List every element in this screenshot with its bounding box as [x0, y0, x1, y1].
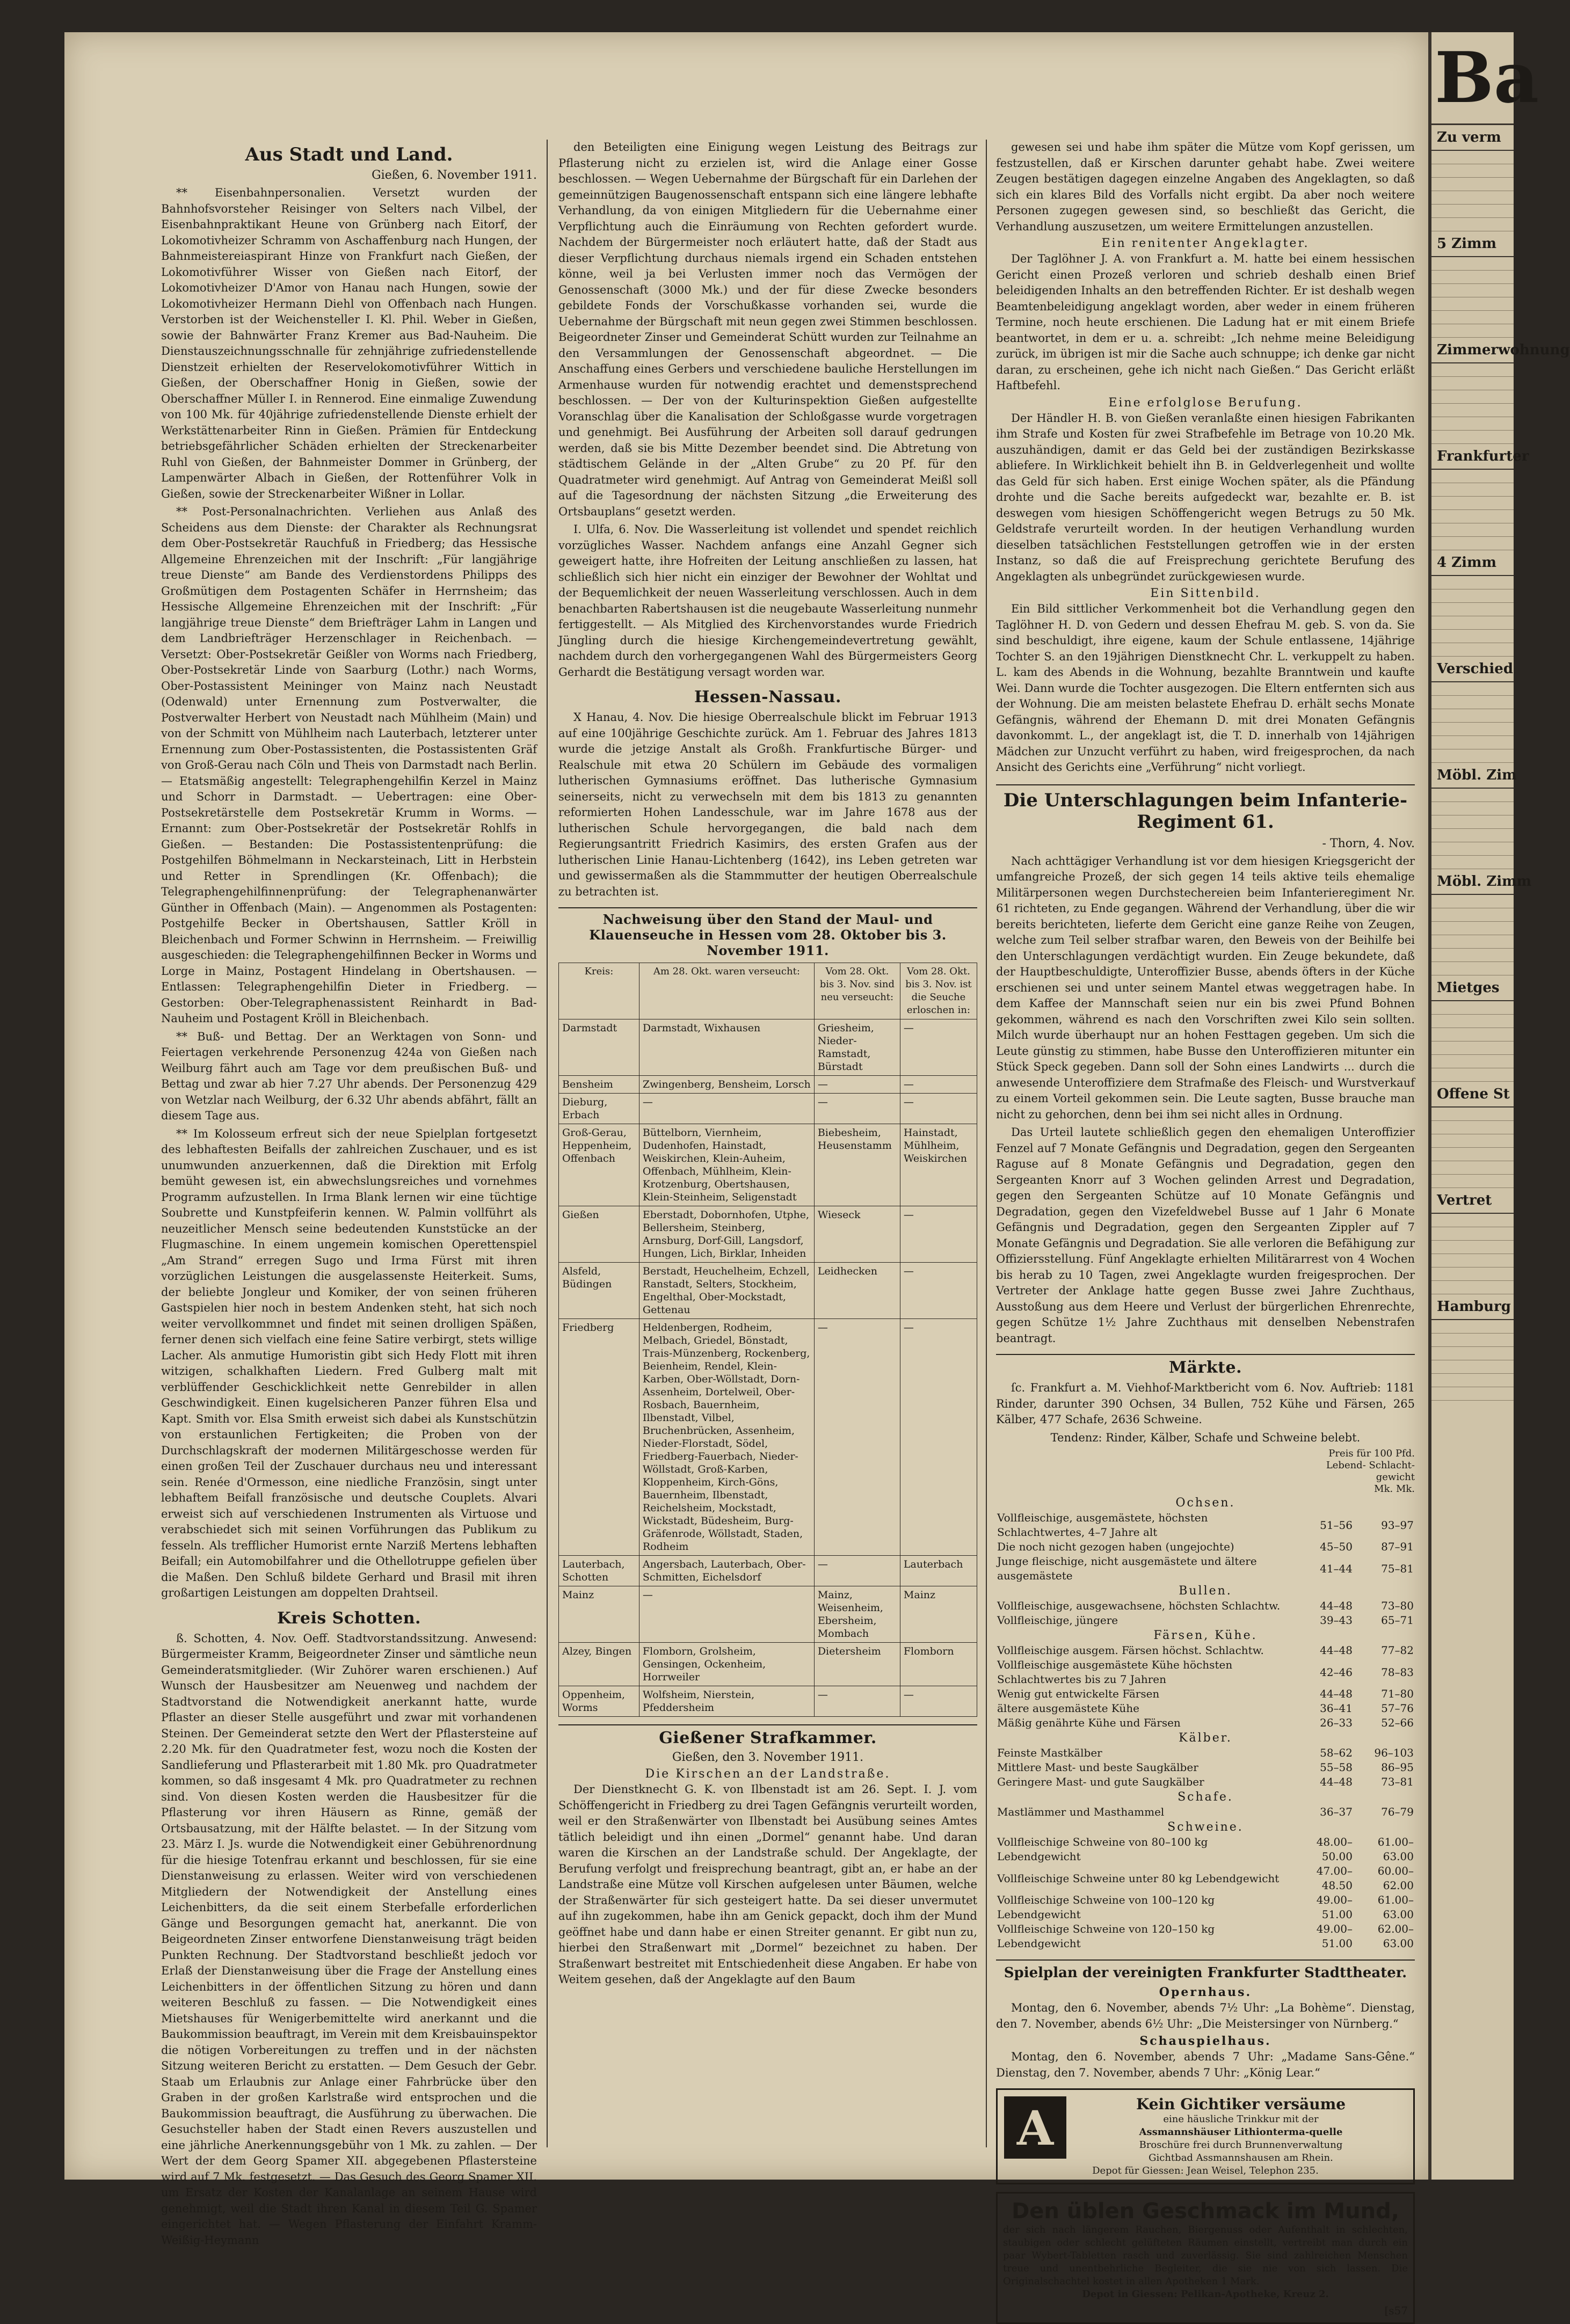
market-price: 48.00–50.00 [1316, 1835, 1353, 1863]
market-price: 61.00–63.00 [1377, 1893, 1414, 1921]
market-price: 61.00–63.00 [1377, 1835, 1414, 1863]
table-cell: Bensheim [559, 1076, 639, 1094]
table-cell: Groß-Gerau, Heppenheim, Offenbach [559, 1124, 639, 1206]
subheading: Eine erfolglose Berufung. [1108, 396, 1303, 410]
strip-ad-line [1431, 922, 1514, 935]
market-item: Geringere Mast- und gute Saugkälber [997, 1775, 1204, 1788]
strip-ad-line [1431, 417, 1514, 431]
strip-ad-line [1431, 510, 1514, 523]
strip-ad-line [1431, 1281, 1514, 1294]
article-paragraph: ** Im Kolosseum erfreut sich der neue Spielplan fortgesetzt des lebhaftesten Beifalls der zahlreichen Zuschauer, und es ist unumwunden anzuerkennen, daß die Direktion mit Erfolg bemüht gewesen ist, ein abwechslungsreiches und vornehmes Programm aufzustellen. In Irma Blank lernen wir eine tüchtige Soubrette und Kunstpfeiferin kennen. W. Palmin vollführt als neuzeitlicher Mensch seine bedeutenden Kunststücke an der Flugmaschine. In einem ungemein komischen Operettenspiel „Am Strand“ erregen Sugo und Irma Fürst mit ihren vorzüglichen Leistungen die ausgelassenste Heiterkeit. Sums, der beliebte Jongleur und Komiker, der von seinen früheren Gastspielen hier noch in bestem Andenken steht, hat sich noch weiter vervollkommnet und findet mit seinen drolligen Späßen, ferner denen sich vielfach eine feine Satire verbirgt, stets willige Lacher. Als anmutige Humoristin gibt sich Hedy Flott mit ihren witzigen, schalkhaften Liedern. Fred Gulberg malt mit verblüffender Geschicklichkeit nette Genrebilder in allen Geschwindigkeit. Einen kugelsicheren Panzer führen Elsa und Kapt. Smith vor. Elsa Smith erweist sich dabei als Kunstschützin von erstaunlichen Fertigkeiten; die Proben von der Durchschlagskraft der modernen Militärgeschosse werden für einen großen Teil der Zuschauer durchaus neu und interessant sein. Renée d'Ormesson, eine niedliche Französin, singt unter lebhaftem Beifall französische und deutsche Couplets. Alvari erweist sich auf verschiedenen Instrumenten als Virtuose und verabschiedet sich mit seinen Vorführungen das Publikum zu fesseln. Als trefflicher Humorist ernte Narziß Mertens lebhaften Beifall; ein Automobilfahrer und die Othellotruppe gefielen über die Maßen. Den Schluß bildete Gerhard und Brasil mit ihren großartigen Leistungen am doppelten Drahtseil. [161, 1127, 537, 1599]
market-price: 78–83 [1381, 1665, 1414, 1679]
strip-ad-line [1431, 630, 1514, 643]
market-price: 73–80 [1381, 1599, 1414, 1612]
market-row [996, 1922, 1415, 1951]
market-row [996, 1760, 1415, 1775]
market-price: 26–33 [1320, 1716, 1353, 1729]
strip-ad-heading: Möbl. Zimm [1431, 869, 1514, 895]
strip-ad-line [1431, 178, 1514, 191]
table-row [559, 1206, 977, 1263]
table-cell: — [900, 1206, 977, 1263]
table-cell: Alzey, Bingen [559, 1643, 639, 1686]
strip-ad-line [1431, 1241, 1514, 1254]
article-paragraph: ** Post-Personalnachrichten. Verliehen aus Anlaß des Scheidens aus dem Dienste: der Charakter als Rechnungsrat dem Ober-Postsekretär Rauchfuß in Friedberg; das Hessische Allgemeine Ehrenzeichen mit der Inschrift: „Für langjährige treue Dienste“ am Bande des Verdienstordens Philipps des Großmütigen dem Postagenten Schäfer in Herrnsheim; das Hessische Allgemeine Ehrenzeichen mit der Inschrift: „Für langjährige treue Dienste“ dem Briefträger Lahm in Langen und dem Landbriefträger Herzenschlager in Reichenbach. — Versetzt: Ober-Postsekretär Geißler von Worms nach Friedberg, Ober-Postsekretär Linde von Saarburg (Lothr.) nach Worms, Ober-Postassistent Meininger von Mainz nach Neustadt (Odenwald) unter Ernennung zum Postverwalter, die Postverwalter Herbert von Neustadt nach Mühlheim (Main) und von der Schmitt von Mühlheim nach Lauterbach, letzterer unter Ernennung zum Ober-Postassistenten, die Postassistenten Gräf von Groß-Gerau nach Cöln und Theis von Darmstadt nach Berlin. — Etatsmäßig angestellt: Telegraphengehilfin Kerzel in Mainz und Schorr in Darmstadt. — Uebertragen: eine Ober-Postsekretärstelle dem Postsekretär Krumm in Worms. — Ernannt: zum Ober-Postsekretär der Postsekretär Rohlfs in Gießen. — Bestanden: Die Postassistentenprüfung: die Postgehilfen Böhmelmann in Neckarsteinach, Litt in Herbstein und Retter in Sprendlingen (Kr. Offenbach); die Telegraphengehilfinnenprüfung: der Telegraphenanwärter Günther in Offenbach (Main). — Angenommen als Postagenten: Postgehilfe Becker in Obertshausen, Sattler Kröll in Bleichenbach und Former Schwinn in Herrnsheim. — Freiwillig ausgeschieden: die Telegraphengehilfinnen Becker in Worms und Lorge in Mainz, Postagent Hindelang in Obertshausen. — Entlassen: Telegraphengehilfin Dieter in Friedberg. — Gestorben: Ober-Telegraphenassistent Reinhardt in Bad-Nauheim und Postagent Kröll in Bleichenbach. [161, 505, 537, 1025]
market-row [996, 1716, 1415, 1730]
strip-ad-line [1431, 1028, 1514, 1041]
market-price: 44–48 [1320, 1775, 1353, 1788]
strip-ad-heading: Vertret [1431, 1188, 1514, 1214]
market-row [996, 1701, 1415, 1716]
table-cell: Flomborn [900, 1643, 977, 1686]
strip-ad-line [1431, 802, 1514, 815]
table-header: Vom 28. Okt. bis 3. Nov. sind neu verseucht: [814, 963, 900, 1019]
table-row [559, 1319, 977, 1556]
market-price: 62.00–63.00 [1377, 1922, 1414, 1950]
market-row [996, 1835, 1415, 1864]
strip-ad-line [1431, 324, 1514, 338]
strip-ad-line [1431, 749, 1514, 763]
strip-ad-line [1431, 523, 1514, 537]
market-price: 44–48 [1320, 1687, 1353, 1700]
market-price: 52–66 [1381, 1716, 1414, 1729]
market-price: 45–50 [1320, 1540, 1353, 1553]
strip-ad-line [1431, 191, 1514, 205]
market-price: 60.00–62.00 [1377, 1864, 1414, 1892]
market-price: 71–80 [1381, 1687, 1414, 1700]
strip-ad-line [1431, 962, 1514, 975]
market-row [996, 1540, 1415, 1554]
market-item: Feinste Mastkälber [997, 1746, 1102, 1759]
strip-ad-line [1431, 709, 1514, 723]
market-row [996, 1658, 1415, 1687]
table-cell: Friedberg [559, 1319, 639, 1556]
svg-text:A: A [1016, 2100, 1054, 2156]
market-row [996, 1746, 1415, 1760]
market-item: Mittlere Mast- und beste Saugkälber [997, 1761, 1198, 1774]
table-cell: Angersbach, Lauterbach, Ober-Schmitten, Eichelsdorf [639, 1556, 814, 1586]
strip-ad-line [1431, 856, 1514, 869]
market-row [996, 1775, 1415, 1789]
market-price: 42–46 [1320, 1665, 1353, 1679]
strip-ad-line [1431, 311, 1514, 324]
article-paragraph: Ein Bild sittlicher Verkommenheit bot die Verhandlung gegen den Taglöhner H. D. von Gedern und dessen Ehefrau M. geb. S. von da. Sie sind beschuldigt, ihre eigene, kaum der Schule entlassene, 14jährige Tochter S. an den 19jährigen Dienstknecht Chr. L. verkuppelt zu haben. L. kam des Abends in die Wohnung, bezahlte Branntwein und kaufte Wei. Dann wurde die Tochter ausgezogen. Die Eltern entfernten sich aus der Wohnung. Die am meisten belastete Ehefrau D. erhält sechs Monate Gefängnis, während der Ehemann D. mit drei Monaten Gefängnis davonkommt. L., der angeklagt ist, die T. D. innerhalb von 14jährigen Mädchen zur Unzucht verführt zu haben, wird freigesprochen, da nach Ansicht des Gerichts eine „Verführung“ nicht vorliegt. [996, 602, 1415, 774]
market-item: Vollfleischige Schweine von 80–100 kg Lebendgewicht [997, 1835, 1208, 1863]
table-cell: Wieseck [814, 1206, 900, 1263]
section-title: Gießener Strafkammer. [558, 1724, 977, 1747]
table-header: Kreis: [559, 963, 639, 1019]
strip-ad-line [1431, 696, 1514, 709]
strip-ad-line [1431, 390, 1514, 404]
market-price: 49.00–51.00 [1316, 1922, 1353, 1950]
column-right [996, 140, 1415, 2317]
strip-ad-heading: Frankfurter [1431, 444, 1514, 470]
article-paragraph: ** Buß- und Bettag. Der an Werktagen von Sonn- und Feiertagen verkehrende Personenzug 424a von Gießen nach Weilburg fährt auch am Tage vor dem preußischen Buß- und Bettag und zwar ab hier 7.27 Uhr abends. Der Personenzug 429 von Wetzlar nach Weilburg, der 6.32 Uhr abends abfährt, fällt an diesem Tage aus. [161, 1030, 537, 1122]
strip-ad-line [1431, 284, 1514, 297]
market-intro: ſc. Frankfurt a. M. Viehhof-Marktbericht vom 6. Nov. Auftrieb: 1181 Rinder, darunter 390 Ochsen, 34 Bullen, 752 Kühe und Färsen, 265 Kälber, 477 Schafe, 2636 Schweine. [996, 1381, 1415, 1426]
strip-ad-line [1431, 1148, 1514, 1161]
strip-ad-line [1431, 829, 1514, 842]
market-row [996, 1613, 1415, 1628]
market-row [996, 1554, 1415, 1583]
market-price: 47.00–48.50 [1316, 1864, 1353, 1892]
strip-ad-line [1431, 576, 1514, 589]
strip-ad-line [1431, 789, 1514, 802]
dateline: Gießen, den 3. November 1911. [672, 1751, 864, 1764]
market-price: 44–48 [1320, 1599, 1353, 1612]
table-cell: — [814, 1094, 900, 1124]
headline: Die Unterschlagungen beim Infanterie-Regiment 61. [996, 784, 1415, 833]
article-paragraph: Nach achttägiger Verhandlung ist vor dem hiesigen Kriegsgericht der umfangreiche Prozeß, der sich gegen 14 teils aktive teils ehemalige Militärpersonen wegen Durchstechereien beim Infanterieregiment Nr. 61 richteten, zu Ende gegangen. Während der Verhandlung, über die wir bereits berichteten, lieferte dem Gericht eine ganze Reihe von Zeugen, welche zum Teil selber strafbar waren, den Beweis von der Beihilfe bei den Unterschlagungen verdächtigt wurden. Ein Zeuge bekundete, daß der Hauptbeschuldigte, Unteroffizier Busse, abends öfters in der Küche erschienen sei und unter seinem Mantel etwas weggetragen habe. In dem Kaffee der Mannschaft seien nur ein bis zwei Pfund Bohnen gekommen, während es nach den Vorschriften zwei Kilo sein sollten. Milch wurde überhaupt nur an hohen Festtagen gegeben. Um sich die Leute günstig zu stimmen, habe Busse den Unteroffizieren mitunter ein Stück Speck gegeben. Dann soll der Sohn eines Landwirts ... durch die anwesende Unteroffiziere dem Strafmaße des Fleisch- und Wurstverkauf zu einem Vorteil gekommen sein. Die Leute sagten, Busse brauche man nicht zu gehorchen, denn bei ihm sei nicht alles in Ordnung. [996, 854, 1415, 1121]
seuche-table [558, 963, 977, 1717]
market-item: Mastlämmer und Masthammel [997, 1805, 1165, 1818]
section-title: Kreis Schotten. [277, 1608, 421, 1628]
market-row [996, 1643, 1415, 1658]
strip-ad-line [1431, 1108, 1514, 1121]
table-cell: Oppenheim, Worms [559, 1686, 639, 1717]
table-row [559, 1586, 977, 1643]
market-tendency: Tendenz: Rinder, Kälber, Schafe und Schweine belebt. [1050, 1431, 1361, 1444]
market-item: Vollfleischige, ausgewachsene, höchsten Schlachtw. [997, 1599, 1281, 1612]
market-price: 51–56 [1320, 1518, 1353, 1532]
table-cell: Alsfeld, Büdingen [559, 1263, 639, 1319]
strip-ad-heading: Zimmerwohnung [1431, 338, 1514, 363]
table-row [559, 1556, 977, 1586]
market-item: Vollfleischige ausgemästete Kühe höchsten Schlachtwertes bis zu 7 Jahren [997, 1658, 1233, 1686]
market-price: 57–76 [1381, 1702, 1414, 1715]
market-price: 36–37 [1320, 1805, 1353, 1818]
strip-ad-line [1431, 1254, 1514, 1267]
table-cell: Lauterbach, Schotten [559, 1556, 639, 1586]
article-paragraph: Das Urteil lautete schließlich gegen den ehemaligen Unteroffizier Fenzel auf 7 Monate Gefängnis und Degradation, gegen den Sergeanten Raguse auf 8 Monate Gefängnis und Degradation, gegen den Sergeanten Knorr auf 3 Wochen gelinden Arrest und Degradation, gegen den Sergeanten Schütze auf 10 Monate Gefängnis und Degradation, gegen den Vizefeldwebel Busse auf 1 Jahr 6 Monate Gefängnis und Degradation, gegen den Sergeanten Zippler auf 7 Monate Gefängnis und Degradation. Sie alle verloren die Befähigung zur Offiziersstellung. Fünf Angeklagte erhielten Militärarrest von 4 Wochen bis herab zu 10 Tagen, zwei Angeklagte wurden freigesprochen. Der Vertreter der Anklage hatte gegen Busse zwei Jahre Zuchthaus, Ausstoßung aus dem Heere und Verlust der bürgerlichen Ehrenrechte, gegen Schütze 1½ Jahre Zuchthaus mit denselben Nebenstrafen beantragt. [996, 1126, 1415, 1345]
table-cell: — [900, 1094, 977, 1124]
table-title: Nachweisung über den Stand der Maul- und Klauenseuche in Hessen vom 28. Oktober bis 3. November 1911. [558, 907, 977, 958]
strip-ad-line [1431, 842, 1514, 856]
adjacent-page-strip [1428, 32, 1570, 2180]
market-item: Junge fleischige, nicht ausgemästete und ältere ausgemästete [997, 1555, 1257, 1582]
strip-ad-line [1431, 589, 1514, 603]
market-price: 65–71 [1381, 1614, 1414, 1627]
theater-text: Montag, den 6. November, abends 7½ Uhr: „La Bohème“. Dienstag, den 7. November, abends 6½ Uhr: „Die Meistersinger von Nürnberg.“ [996, 2001, 1415, 2030]
subheading: Ein renitenter Angeklagter. [1101, 237, 1310, 250]
strip-ad-heading: Zu verm [1431, 125, 1514, 151]
strip-ad-line [1431, 815, 1514, 829]
strip-ad-line [1431, 151, 1514, 164]
strip-ad-line [1431, 218, 1514, 231]
strip-ad-line [1431, 935, 1514, 949]
table-cell: Hainstadt, Mühlheim, Weiskirchen [900, 1124, 977, 1206]
table-cell: — [900, 1686, 977, 1717]
strip-ad-line [1431, 404, 1514, 417]
column-middle [558, 140, 977, 2147]
market-group-title: Bullen. [1179, 1584, 1232, 1598]
table-header: Am 28. Okt. waren verseucht: [639, 963, 814, 1019]
strip-ad-line [1431, 1134, 1514, 1148]
market-price: 96–103 [1374, 1746, 1414, 1759]
table-cell: Mainz [559, 1586, 639, 1643]
strip-ad-line [1431, 1227, 1514, 1241]
table-cell: Biebesheim, Heusenstamm [814, 1124, 900, 1206]
market-group-title: Schweine. [1167, 1820, 1244, 1834]
strip-ad-line [1431, 470, 1514, 483]
table-cell: Wolfsheim, Nierstein, Pfeddersheim [639, 1686, 814, 1717]
strip-ad-heading: Verschied [1431, 657, 1514, 682]
ad-title: Kein Gichtiker versäume [1136, 2095, 1346, 2113]
market-group-title: Kälber. [1179, 1731, 1232, 1745]
strip-ad-line [1431, 1055, 1514, 1068]
strip-ad-line [1431, 257, 1514, 271]
strip-ad-line [1431, 1267, 1514, 1281]
market-table [996, 1496, 1415, 1951]
strip-ad-heading: Möbl. Zim [1431, 763, 1514, 789]
table-cell: Gießen [559, 1206, 639, 1263]
strip-ad-line [1431, 1041, 1514, 1055]
strip-ad-line [1431, 431, 1514, 444]
strip-ad-line [1431, 1015, 1514, 1028]
strip-ad-line [1431, 616, 1514, 630]
table-cell: Darmstadt, Wixhausen [639, 1019, 814, 1076]
market-price: 77–82 [1381, 1644, 1414, 1657]
market-row [996, 1893, 1415, 1922]
table-cell: — [814, 1686, 900, 1717]
column-left [161, 140, 537, 2247]
table-cell: Griesheim, Nieder-Ramstadt, Bürstadt [814, 1019, 900, 1076]
market-price: 75–81 [1381, 1562, 1414, 1575]
market-price: 44–48 [1320, 1644, 1353, 1657]
market-item: Vollfleischige ausgem. Färsen höchst. Schlachtw. [997, 1644, 1264, 1657]
strip-ad-line [1431, 682, 1514, 696]
table-cell: Zwingenberg, Bensheim, Lorsch [639, 1076, 814, 1094]
strip-ad-line [1431, 603, 1514, 616]
strip-masthead: Ba [1431, 32, 1514, 125]
market-item: Vollfleischige, ausgemästete, höchsten Schlachtwertes, 4–7 Jahre alt [997, 1511, 1208, 1539]
table-cell: Eberstadt, Dobornhofen, Utphe, Bellersheim, Steinberg, Arnsburg, Dorf-Gill, Langsdorf, Hungen, Lich, Birklar, Inheiden [639, 1206, 814, 1263]
article-paragraph: X Hanau, 4. Nov. Die hiesige Oberrealschule blickt im Februar 1913 auf eine 100jährige Geschichte zurück. Am 1. Februar des Jahres 1813 wurde die jetzige Anstalt als Großh. Frankfurtische Bürger- und Realschule mit etwa 20 Schülern im Gebäude des vormaligen lutherischen Gymnasiums eröffnet. Das lutherische Gymnasium seinerseits, nicht zu verwechseln mit dem bis 1813 zu genannten reformierten Hohen Landesschule, war im Jahre 1678 aus der lutherischen Schule hervorgegangen, die bald nach dem Regierungsantritt Friedrich Kasimirs, des ersten Grafen aus der lutherischen Linie Hanau-Lichtenberg (1642), ins Leben getreten war und gewissermaßen als die Stammmutter der heutigen Oberrealschule zu betrachten ist. [558, 711, 977, 898]
strip-ad-line [1431, 949, 1514, 962]
table-cell: Berstadt, Heuchelheim, Echzell, Ranstadt, Selters, Stockheim, Engelthal, Ober-Mockstadt, Gettenau [639, 1263, 814, 1319]
strip-ad-heading: Mietges [1431, 975, 1514, 1001]
dateline: Gießen, 6. November 1911. [372, 169, 537, 182]
article-paragraph: I. Ulfa, 6. Nov. Die Wasserleitung ist vollendet und spendet reichlich vorzügliches Wasser. Nachdem anfangs eine Anzahl Gegner sich geweigert hatte, ihre Hofreiten der Leitung anschließen zu lassen, hat schließlich sich hier nicht ein einziger der Bewohner der Wohltat und der Bequemlichkeit der neuen Wasserleitung verschlossen. Auch in dem benachbarten Rabertshausen ist die neugebaute Wasserleitung nunmehr fertiggestellt. — Als Mitglied des Kirchenvorstandes wurde Friedrich Jüngling durch die hiesige Kirchengemeindevertretung gewählt, nachdem durch den vorhergegangenen Wahl des Bürgermeisters Georg Gerhardt die Bestätigung versagt worden war. [558, 523, 977, 679]
table-cell: — [900, 1319, 977, 1556]
column-rule [986, 140, 987, 2147]
table-cell: Lauterbach [900, 1556, 977, 1586]
subheading: Schauspielhaus. [1139, 2034, 1271, 2048]
theater-title: Spielplan der vereinigten Frankfurter Stadttheater. [996, 1959, 1415, 1981]
market-price-head: Preis für 100 Pfd. Lebend- Schlacht- gewicht Mk. Mk. [1326, 1448, 1415, 1495]
table-row [559, 1094, 977, 1124]
article-paragraph: Der Taglöhner J. A. von Frankfurt a. M. hatte bei einem hessischen Gericht einen Prozeß verloren und schrieb deshalb einen Brief beleidigenden Inhalts an den betreffenden Richter. Er ist deshalb wegen Beamtenbeleidigung angeklagt worden, aber weder in einem früheren Termine, noch heute erschienen. Die Ladung hat er mit einem Briefe beantwortet, in dem er u. a. schreibt: „Ich nehme meine Beleidigung zurück, im übrigen ist mir die Sache auch schnuppe; ich denke gar nicht daran, zu erscheinen, gehe ich nicht nach Gießen.“ Das Gericht erläßt Haftbefehl. [996, 252, 1415, 392]
table-cell: Heldenbergen, Rodheim, Melbach, Griedel, Bönstadt, Trais-Münzenberg, Rockenberg, Beienheim, Rendel, Klein-Karben, Ober-Wöllstadt, Dorn-Assenheim, Dortelweil, Ober-Rosbach, Bauernheim, Ilbenstadt, Vilbel, Bruchenbrücken, Assenheim, Nieder-Florstadt, Södel, Friedberg-Fauerbach, Nieder-Wöllstadt, Groß-Karben, Kloppenheim, Kirch-Göns, Bauernheim, Ilbenstadt, Reichelsheim, Mockstadt, Wickstadt, Büdesheim, Burg-Gräfenrode, Wöllstadt, Staden, Rodheim [639, 1319, 814, 1556]
section-masthead: Aus Stadt und Land. [245, 144, 453, 165]
strip-ad-line [1431, 908, 1514, 922]
strip-ad-line [1431, 1320, 1514, 1334]
strip-ad-line [1431, 1360, 1514, 1374]
strip-ad-heading: 5 Zimm [1431, 231, 1514, 257]
lithion-logo-icon [1003, 2095, 1067, 2160]
market-price: 55–58 [1320, 1761, 1353, 1774]
dateline: - Thorn, 4. Nov. [1322, 836, 1415, 850]
table-cell: — [814, 1319, 900, 1556]
table-row [559, 1076, 977, 1094]
strip-ad-line [1431, 1121, 1514, 1134]
strip-ad-line [1431, 1374, 1514, 1387]
market-item: Wenig gut entwickelte Färsen [997, 1687, 1160, 1700]
market-item: Vollfleischige Schweine von 100–120 kg Lebendgewicht [997, 1893, 1215, 1921]
strip-ad-line [1431, 205, 1514, 218]
theater-text: Montag, den 6. November, abends 7 Uhr: „Madame Sans-Gêne.“ Dienstag, den 7. November, abends 7 Uhr: „König Lear.“ [996, 2050, 1415, 2079]
market-group-title: Färsen, Kühe. [1153, 1629, 1258, 1642]
subheading: Die Kirschen an der Landstraße. [645, 1767, 891, 1781]
strip-ad-line [1431, 723, 1514, 736]
market-item: ältere ausgemästete Kühe [997, 1702, 1140, 1715]
strip-ad-line [1431, 1068, 1514, 1082]
table-cell: Flomborn, Grolsheim, Gensingen, Ockenheim, Horrweiler [639, 1643, 814, 1686]
market-item: Vollfleischige Schweine von 120–150 kg Lebendgewicht [997, 1922, 1215, 1950]
strip-ad-line [1431, 736, 1514, 749]
strip-ad-line [1431, 1001, 1514, 1015]
article-paragraph: ** Eisenbahnpersonalien. Versetzt wurden der Bahnhofsvorsteher Reisinger von Selters nach Vilbel, der Eisenbahnpraktikant Heune von Grünberg nach Eitorf, der Lokomotivheizer Schramm von Aschaffenburg nach Hungen, der Bahnmeistereiaspirant Hinze von Frankfurt nach Gießen, der Lokomotivführer Wisser von Gießen nach Eitorf, der Lokomotivheizer D'Amor von Hanau nach Hungen, sowie der Lokomotivheizer Hermann Diehl von Offenbach nach Hungen. Verstorben ist der Weichensteller I. Kl. Phil. Weber in Gießen, sowie der Bahnwärter Franz Kremer aus Bad-Nauheim. Die Dienstauszeichnungsschnalle für zehnjährige zufriedenstellende Dienstzeit erhielten der Reservelokomotivführer Wittich in Gießen, der Oberschaffner Honig in Gießen, sowie der Oberschaffner Müller I. in Rennerod. Eine einmalige Zuwendung von 100 Mk. für 40jährige zufriedenstellende Dienste erhielt der Werkstättenarbeiter Rinn in Gießen. Prämien für Entdeckung betriebsgefährlicher Schäden erhielten der Streckenarbeiter Ruhl von Gießen, der Bahnmeister Dommer in Grünberg, der Lampenwärter Albach in Gießen, der Rottenführer Volk in Gießen, sowie der Streckenarbeiter Wißner in Lollar. [161, 186, 537, 500]
market-group-title: Schafe. [1178, 1790, 1233, 1804]
market-price: 86–95 [1381, 1761, 1414, 1774]
table-row [559, 1124, 977, 1206]
table-cell: — [814, 1076, 900, 1094]
advertisement-lithion: A Kein Gichtiker versäume eine häusliche Trinkkur mit der Assmannshäuser Lithionterma-quelle Broschüre frei durch Brunnenverwaltung Gichtbad Assmannshausen am Rhein. Depot für Giessen: Jean Weisel, Telephon 235. [996, 2088, 1415, 2184]
strip-ad-line [1431, 1175, 1514, 1188]
market-row [996, 1687, 1415, 1701]
section-title: Hessen-Nassau. [694, 688, 841, 706]
article-paragraph: Der Händler H. B. von Gießen veranlaßte einen hiesigen Fabrikanten ihm Strafe und Kosten für zwei Strafbefehle im Betrage von 10.20 Mk. auszuhändigen, damit er das Geld bei der zuständigen Bezirkskasse abliefere. In Wirklichkeit behielt ihn B. in Geldverlegenheit und wollte das Geld für sich haben. Erst einige Wochen später, als die Pfändung drohte und die Sache bereits aufgedeckt war, bezahlte er. B. ist deswegen vom hiesigen Schöffengericht wegen Betrugs zu 50 Mk. Geldstrafe verurteilt worden. In der heutigen Verhandlung wurden dieselben tatsächlichen Feststellungen getroffen wie in der ersten Instanz, so daß die auf Freisprechung gerichtete Berufung des Angeklagten als unbegründet zurückgewiesen wurde. [996, 411, 1415, 583]
article-paragraph: ß. Schotten, 4. Nov. Oeff. Stadtvorstandssitzung. Anwesend: Bürgermeister Kramm, Beigeordneter Zinser und sämtliche neun Gemeinderatsmitglieder. (Wir Zuhörer waren erschienen.) Auf Wunsch der Hausbesitzer am Neuenweg und nachdem der Stadtvorstand die Notwendigkeit anerkannt hatte, wurde Pflaster an dieser Stelle ausgeführt und zwar mit vorhandenen Steinen. Der Gemeinderat setzte den Wert der Pflastersteine auf 2.20 Mk. für den Quadratmeter fest, wozu noch die Kosten der Sandlieferung und Pflasterarbeit mit 1.80 Mk. pro Quadratmeter kommen, so daß insgesamt 4 Mk. pro Quadratmeter zu rechnen sind. Von diesen Kosten werden die Hausbesitzer für die Pflasterung vor ihren Häusern as Rinne, gemäß der Ortsbausatzung, mit der Hälfte belastet. — In der Sitzung vom 23. März I. Js. wurde die Notwendigkeit einer Gebührenordnung für die hiesige Totenfrau erkannt und beschlossen, für sie eine Dienstanweisung zu erlassen. Weiter wird von verschiedenen Mitgliedern der Notwendigkeit der Anstellung eines Leichenbitters, da die seit einem Sterbefalle erforderlichen Gänge und Besorgungen gemacht hat, anerkannt. Die von Beigeordneten Zinser entworfene Dienstanweisung trägt beiden Punkten Rechnung. Der Stadtvorstand beschließt jedoch vor Erlaß der Dienstanweisung über die Frage der Anstellung eines Leichenbitters in der öffentlichen Sitzung zu hören und dann weiteren Beschluß zu fassen. — Die Notwendigkeit eines Mietshauses für Wenigerbemittelte wird anerkannt und die Baukommission beauftragt, im Verein mit dem Kreisbauinspektor die nötigen Vorbereitungen zu treffen und in der nächsten Sitzung weiteren Bericht zu erstatten. — Dem Gesuch der Gebr. Staab um Erlaubnis zur Anlage einer Fahrbrücke über den Graben in der großen Karlstraße wird entsprochen und die Baukommission beauftragt, die Ausführung zu überwachen. Die Gesuchsteller haben der Stadt einen Revers auszustellen und eine jährliche Anerkennungsgebühr von 1 Mk. zu zahlen. — Der Wert der dem Georg Spamer XII. abgegebenen Pflastersteine wird auf 7 Mk. festgesetzt. — Das Gesuch des Georg Spamer XII. um Ersatz der Kosten der Kanalanlage an seinem Hause wird genehmigt, weil die Stadt ihren Kanal in diesem Teil G. Spamer eingerichtet hat. — Wegen Pflasterung der Einfahrt Kramm-Weißig-Heymann [161, 1631, 537, 2247]
market-item: Vollfleischige Schweine unter 80 kg Lebendgewicht [997, 1871, 1280, 1885]
strip-ad-heading: Hamburg [1431, 1294, 1514, 1320]
table-cell: Leidhecken [814, 1263, 900, 1319]
subheading: Opernhaus. [1159, 1985, 1252, 1999]
market-row [996, 1599, 1415, 1613]
table-cell: — [814, 1556, 900, 1586]
table-row [559, 1019, 977, 1076]
column-rule [547, 140, 548, 2147]
table-cell: Dietersheim [814, 1643, 900, 1686]
ad-title: Den üblen Geschmack im Mund, [1012, 2199, 1399, 2224]
table-cell: — [900, 1076, 977, 1094]
strip-ad-line [1431, 643, 1514, 657]
market-price: 87–91 [1381, 1540, 1414, 1553]
market-price: 73–81 [1381, 1775, 1414, 1788]
strip-ad-line [1431, 497, 1514, 510]
table-cell: Mainz [900, 1586, 977, 1643]
table-cell: — [639, 1586, 814, 1643]
market-price: 41–44 [1320, 1562, 1353, 1575]
table-cell: Büttelborn, Viernheim, Dudenhofen, Hainstadt, Weiskirchen, Klein-Auheim, Offenbach, Mühlheim, Klein-Krotzenburg, Obertshausen, Klein-Steinheim, Seligenstadt [639, 1124, 814, 1206]
strip-ad-line [1431, 1161, 1514, 1175]
market-row [996, 1511, 1415, 1540]
market-price: 36–41 [1320, 1702, 1353, 1715]
strip-ad-line [1431, 164, 1514, 178]
market-price: 58–62 [1320, 1746, 1353, 1759]
section-title: Märkte. [996, 1354, 1415, 1377]
strip-ad-line [1431, 1387, 1514, 1401]
article-paragraph: gewesen sei und habe ihm später die Mütze vom Kopf gerissen, um festzustellen, daß er Kirschen darunter gehabt habe. Zwei weitere Zeugen bestätigen dagegen einzelne Angaben des Angeklagten, so daß sich ein klares Bild des Vorfalls nicht ergibt. Da aber noch weitere Personen zugegen gewesen sind, so beschließt das Gericht, die Verhandlung auszusetzen, um weitere Ermittelungen anzustellen. [996, 141, 1415, 233]
market-price: 76–79 [1381, 1805, 1414, 1818]
strip-ad-line [1431, 537, 1514, 550]
market-group-title: Ochsen. [1175, 1496, 1235, 1510]
strip-ad-line [1431, 1214, 1514, 1227]
table-cell: Darmstadt [559, 1019, 639, 1076]
table-cell: Dieburg, Erbach [559, 1094, 639, 1124]
strip-ad-line [1431, 1334, 1514, 1347]
market-price: 49.00–51.00 [1316, 1893, 1353, 1921]
strip-ad-line [1431, 363, 1514, 377]
strip-ad-line [1431, 483, 1514, 497]
article-paragraph: den Beteiligten eine Einigung wegen Leistung des Beitrags zur Pflasterung nicht zu erzielen ist, wird die Anlage einer Gosse beschlossen. — Wegen Uebernahme der Bürgschaft für ein Darlehen der gemeinnützigen Baugenossenschaft entspann sich eine längere lebhafte Verhandlung, da von einigen Mitgliedern für die Uebernahme einer Verpflichtung auch die Einräumung von Rechten gefordert wurde. Nachdem der Bürgermeister noch erläutert hatte, daß der Stadt aus dieser Verpflichtung durchaus niemals irgend ein Schaden entstehen könne, weil ja bei Verlusten immer noch das Vermögen der Genossenschaft (3000 Mk.) und der für diese Zwecke besonders gebildete Fonds der Vorschußkasse vorhanden sei, wurde die Uebernahme der Bürgschaft mit neun gegen zwei Stimmen beschlossen. Beigeordneter Zinser und Gemeinderat Schütt wurden zur Teilnahme an den Versammlungen der Genossenschaft abgeordnet. — Die Anschaffung eines Gerbers und verschiedene bauliche Herstellungen im Armenhause wurden für notwendig erachtet und demenstsprechend beschlossen. — Der von der Kulturinspektion Gießen aufgestellte Voranschlag über die Kanalisation der Schloßgasse wurde vorgetragen und genehmigt. Bei Ausführung der Arbeiten soll darauf gedrungen werden, daß sie bis Mitte Dezember beendet sind. Die Abtretung von städtischem Gelände in der „Alten Grube“ zu 20 Pf. für den Quadratmeter wird genehmigt. Auf Antrag von Gemeinderat Meißl soll auf die Tagesordnung der nächsten Sitzung „die Erweiterung des Ortsbauplans“ gesetzt werden. [558, 141, 977, 518]
strip-ad-line [1431, 271, 1514, 284]
subheading: Ein Sittenbild. [1150, 587, 1261, 600]
market-price: 39–43 [1320, 1614, 1353, 1627]
market-price: 93–97 [1381, 1518, 1414, 1532]
table-cell: Mainz, Weisenheim, Ebersheim, Mombach [814, 1586, 900, 1643]
market-row [996, 1864, 1415, 1893]
table-header: Vom 28. Okt. bis 3. Nov. ist die Seuche erloschen in: [900, 963, 977, 1019]
table-row [559, 1263, 977, 1319]
market-item: Mäßig genährte Kühe und Färsen [997, 1716, 1181, 1729]
strip-ad-heading: Offene St [1431, 1082, 1514, 1108]
strip-ad-line [1431, 377, 1514, 390]
table-cell: — [639, 1094, 814, 1124]
table-row [559, 1643, 977, 1686]
strip-ad-line [1431, 1347, 1514, 1360]
table-cell: — [900, 1263, 977, 1319]
strip-ad-line [1431, 895, 1514, 908]
market-item: Die noch nicht gezogen haben (ungejochte) [997, 1540, 1234, 1553]
table-cell: — [900, 1019, 977, 1076]
market-row [996, 1805, 1415, 1819]
table-row [559, 1686, 977, 1717]
strip-ad-line [1431, 297, 1514, 311]
strip-ad-heading: 4 Zimm [1431, 550, 1514, 576]
advertisement-wybert: Den üblen Geschmack im Mund, der sich nach längerem Rauchen, Biergenuss oder Aufenthalt in schlechten, staubigen oder schlecht gelüfteten Räumen einstellt, vertreibt man durch ein paar Wybert-Tabletten rasch und zuverlässig. Sie sind zahlreichen Menschen treue und unentbehrliche Begleiter, die sie nie von sich lassen. Die Originalschachtel kostet in allen Apotheken 1 Mark. Depot in Giessen: Pelikan-Apotheke, Kreuz 2. [s57 [996, 2192, 1415, 2324]
article-paragraph: Der Dienstknecht G. K. von Ilbenstadt ist am 26. Sept. I. J. vom Schöffengericht in Friedberg zu drei Tagen Gefängnis verurteilt worden, weil er den Straßenwärter von Ilbenstadt bei Ausübung seines Amtes tätlich beleidigt und ihn einen „Dormel“ genannt habe. Und daran waren die Kirschen an der Landstraße schuld. Der Angeklagte, der Berufung verfolgt und freisprechung beantragt, gibt an, er habe an der Landstraße eine Mütze voll Kirschen aufgelesen unter Bäumen, welche der Straßenwärter für sich gesteigert hatte. Da sei dieser unvermutet auf ihn zugekommen, habe ihn am Genick gepackt, doch ihm der Mund geöffnet habe und dann habe er einen Streiter genannt. Er gibt nun zu, hierbei den Straßenwart mit „Dormel“ bezeichnet zu haben. Der Straßenwart bestreitet mit Entschiedenheit diese Angaben. Er habe von Weitem gesehen, daß der Angeklagte auf den Baum [558, 1783, 977, 1986]
market-item: Vollfleischige, jüngere [997, 1614, 1118, 1627]
